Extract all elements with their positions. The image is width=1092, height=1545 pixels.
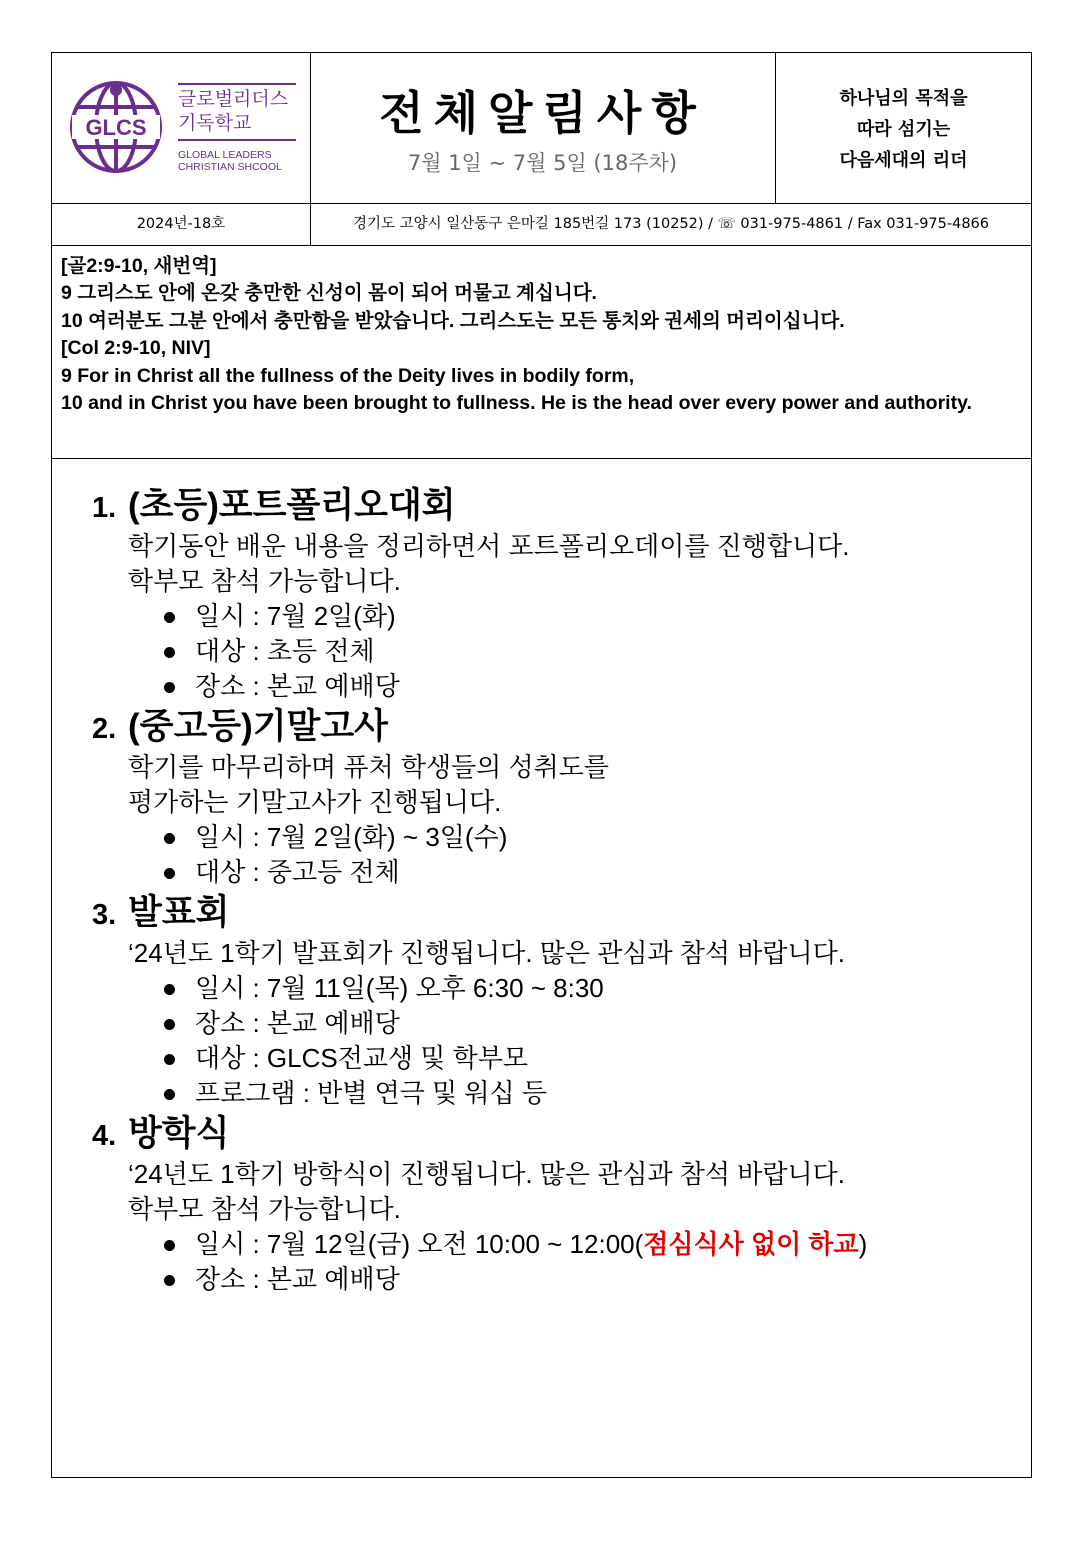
motto-line-3: 다음세대의 리더 bbox=[839, 150, 968, 171]
date-range: 7월 1일 ~ 7월 5일 (18주차) bbox=[407, 151, 678, 175]
logo-text-ko bbox=[178, 87, 288, 135]
logo-divider-top bbox=[178, 83, 296, 85]
section-paragraph: 학기를 마무리하며 퓨처 학생들의 성취도를 bbox=[128, 752, 609, 782]
list-item bbox=[164, 1262, 1012, 1297]
list-item-text: 대상 : 중고등 전체 bbox=[195, 857, 400, 887]
info-row bbox=[52, 203, 1031, 246]
motto-cell bbox=[775, 53, 1032, 203]
section-heading: (초등)포트폴리오대회 bbox=[128, 486, 456, 525]
list-item-text: 장소 : 본교 예배당 bbox=[195, 1264, 400, 1294]
list-item bbox=[164, 855, 1012, 890]
bullet-icon bbox=[164, 682, 175, 693]
list-item bbox=[164, 634, 1012, 669]
verse-ref-ko: [골2:9-10, 새번역] bbox=[61, 255, 217, 277]
verse-ko-9: 9 그리스도 안에 온갖 충만한 신성이 몸이 되어 머물고 계십니다. bbox=[61, 282, 597, 305]
verse-ref-en: [Col 2:9-10, NIV] bbox=[61, 337, 211, 360]
list-item-text: 프로그램 : 반별 연극 및 워십 등 bbox=[195, 1078, 547, 1108]
lunch-notice-highlight: 점심식사 없이 하교 bbox=[643, 1229, 859, 1259]
list-item bbox=[164, 1041, 1012, 1076]
list-item-text: 장소 : 본교 예배당 bbox=[195, 671, 400, 701]
section-number: 4. bbox=[92, 1120, 117, 1152]
list-item bbox=[164, 820, 1012, 855]
section-paragraph: ‘24년도 1학기 발표회가 진행됩니다. 많은 관심과 참석 바랍니다. bbox=[128, 938, 845, 968]
list-item bbox=[164, 1227, 1012, 1262]
section-number: 1. bbox=[92, 492, 117, 524]
school-address: 경기도 고양시 일산동구 은마길 185번길 173 (10252) / ☏ 031-975-4861 / Fax 031-975-4866 bbox=[352, 216, 990, 232]
bullet-icon bbox=[164, 1019, 175, 1030]
bullet-icon bbox=[164, 1054, 175, 1065]
logo-text-en bbox=[178, 149, 282, 173]
section-paragraph: 학부모 참석 가능합니다. bbox=[128, 1194, 401, 1224]
bullet-list bbox=[92, 599, 1012, 704]
motto-line-2: 따라 섬기는 bbox=[856, 119, 951, 140]
section-number: 2. bbox=[92, 713, 117, 745]
verse-ko-10: 10 여러분도 그분 안에서 충만함을 받았습니다. 그리스도는 모든 통치와 권세의 머리이십니다. bbox=[61, 309, 845, 332]
bullet-icon bbox=[164, 1275, 175, 1286]
title-cell bbox=[310, 53, 776, 203]
section-title bbox=[92, 704, 1012, 750]
list-item-text: 일시 : 7월 12일(금) 오전 10:00 ~ 12:00( bbox=[195, 1229, 644, 1259]
logo-name-en-1: GLOBAL LEADERS bbox=[178, 149, 272, 161]
list-item bbox=[164, 1006, 1012, 1041]
bullet-icon bbox=[164, 868, 175, 879]
notice-section-3 bbox=[92, 890, 1012, 1111]
section-heading: (중고등)기말고사 bbox=[128, 707, 388, 746]
globe-logo-icon bbox=[66, 77, 166, 177]
bullet-icon bbox=[164, 647, 175, 658]
notice-content bbox=[92, 483, 1012, 1297]
issue-number: 2024년-18호 bbox=[52, 203, 311, 245]
list-item-text: 장소 : 본교 예배당 bbox=[195, 1008, 400, 1038]
list-item bbox=[164, 1076, 1012, 1111]
section-title bbox=[92, 483, 1012, 529]
list-item-text: 일시 : 7월 2일(화) ~ 3일(수) bbox=[195, 822, 508, 852]
logo-cell bbox=[52, 53, 311, 203]
bullet-icon bbox=[164, 612, 175, 623]
section-heading: 방학식 bbox=[128, 1114, 230, 1153]
bullet-list bbox=[92, 820, 1012, 890]
page-title: 전체알림사항 bbox=[379, 86, 706, 140]
list-item-text: 일시 : 7월 2일(화) bbox=[195, 601, 396, 631]
list-item bbox=[164, 669, 1012, 704]
section-title bbox=[92, 890, 1012, 936]
header bbox=[52, 53, 1031, 204]
motto bbox=[775, 83, 1032, 176]
section-title bbox=[92, 1111, 1012, 1157]
logo-abbr: GLCS bbox=[85, 115, 147, 140]
section-heading: 발표회 bbox=[128, 893, 230, 932]
bullet-icon bbox=[164, 1240, 175, 1251]
section-paragraph: 학부모 참석 가능합니다. bbox=[128, 566, 401, 596]
bullet-list bbox=[92, 971, 1012, 1111]
list-item-text: 일시 : 7월 11일(목) 오후 6:30 ~ 8:30 bbox=[195, 973, 604, 1003]
verse-en-9: 9 For in Christ all the fullness of the Deity lives in bodily form, bbox=[61, 364, 635, 387]
notice-section-4 bbox=[92, 1111, 1012, 1297]
logo-divider-bottom bbox=[178, 139, 296, 141]
list-item bbox=[164, 599, 1012, 634]
bible-verse-box bbox=[52, 245, 1031, 459]
bullet-list bbox=[92, 1227, 1012, 1297]
logo-name-ko-1: 글로벌리더스 bbox=[178, 88, 289, 110]
motto-line-1: 하나님의 목적을 bbox=[839, 88, 968, 109]
section-paragraph: ‘24년도 1학기 방학식이 진행됩니다. 많은 관심과 참석 바랍니다. bbox=[128, 1159, 845, 1189]
section-paragraph: 평가하는 기말고사가 진행됩니다. bbox=[128, 787, 502, 817]
bullet-icon bbox=[164, 984, 175, 995]
bullet-icon bbox=[164, 833, 175, 844]
notice-section-1 bbox=[92, 483, 1012, 704]
notice-frame bbox=[51, 52, 1032, 1478]
list-item bbox=[164, 971, 1012, 1006]
section-number: 3. bbox=[92, 899, 117, 931]
section-paragraph: 학기동안 배운 내용을 정리하면서 포트폴리오데이를 진행합니다. bbox=[128, 531, 850, 561]
verse-en-10: 10 and in Christ you have been brought to fullness. He is the head over every power and authority. bbox=[61, 392, 972, 415]
logo-name-en-2: CHRISTIAN SHCOOL bbox=[178, 161, 282, 173]
logo-name-ko-2: 기독학교 bbox=[178, 112, 252, 134]
list-item-text-end: ) bbox=[858, 1229, 868, 1259]
notice-section-2 bbox=[92, 704, 1012, 890]
list-item-text: 대상 : GLCS전교생 및 학부모 bbox=[195, 1043, 528, 1073]
list-item-text: 대상 : 초등 전체 bbox=[195, 636, 375, 666]
bullet-icon bbox=[164, 1089, 175, 1100]
